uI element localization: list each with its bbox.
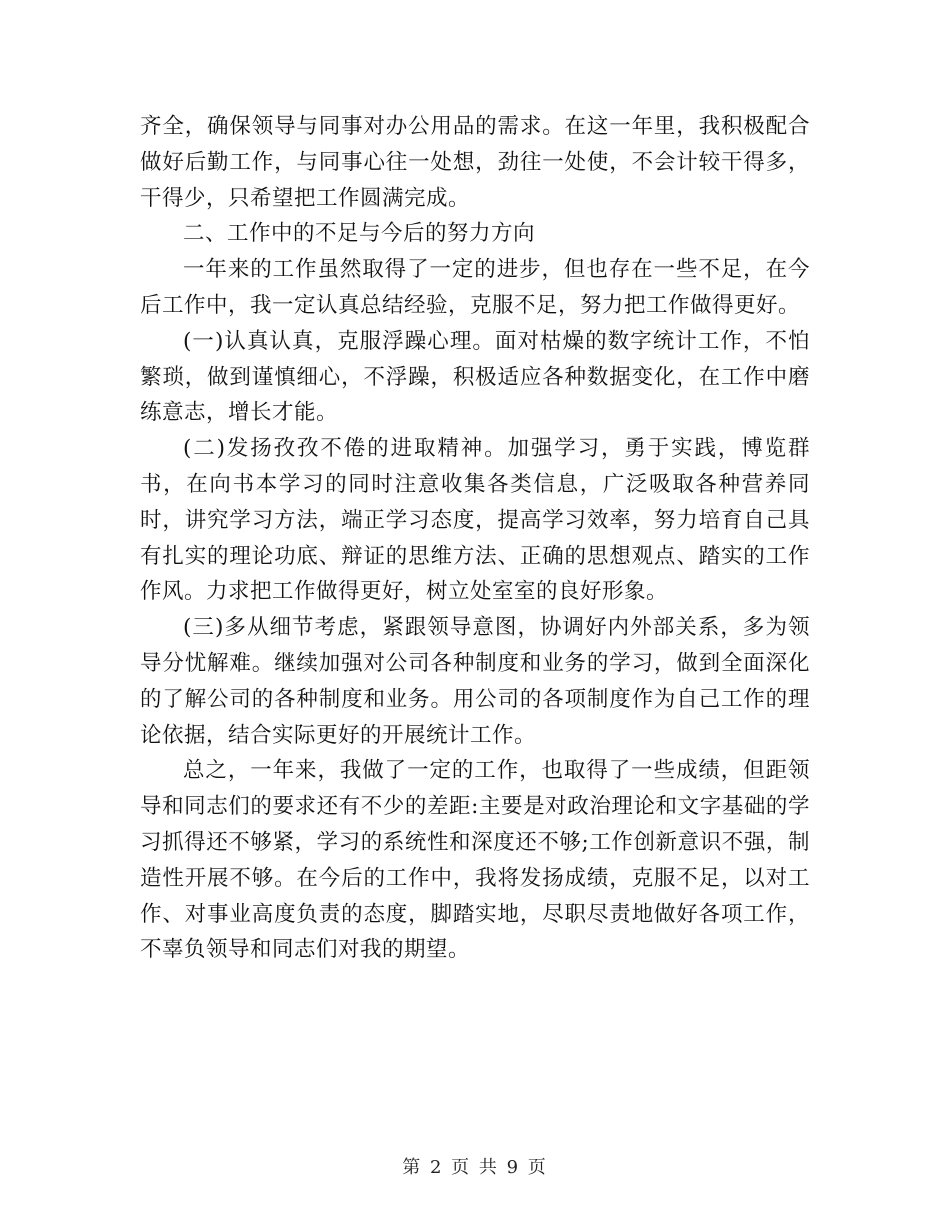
paragraph-intro: 一年来的工作虽然取得了一定的进步，但也存在一些不足，在今后工作中，我一定认真总结经验，克服不足，努力把工作做得更好。 [140,257,810,318]
paragraph-conclusion: 总之，一年来，我做了一定的工作，也取得了一些成绩，但距领导和同志们的要求还有不少的差距:主要是对政治理论和文字基础的学习抓得还不够紧，学习的系统性和深度还不够;工作创新意识不强，制造性开展不够。在今后的工作中，我将发扬成绩，克服不足，以对工作、对事业高度负责的态度，脚踏实地，尽职尽责地做好各项工作，不辜负领导和同志们对我的期望。 [140,758,810,963]
paragraph-item-1: (一)认真认真，克服浮躁心理。面对枯燥的数字统计工作，不怕繁琐，做到谨慎细心，不浮躁，积极适应各种数据变化，在工作中磨练意志，增长才能。 [140,328,810,426]
paragraph-continuation: 齐全，确保领导与同事对办公用品的需求。在这一年里，我积极配合做好后勤工作，与同事心往一处想，劲往一处使，不会计较干得多，干得少，只希望把工作圆满完成。 [140,114,810,211]
section-heading: 二、工作中的不足与今后的努力方向 [183,221,536,247]
page-number: 第 2 页 共 9 页 [402,1157,548,1178]
document-body [140,109,810,968]
paragraph-item-2: (二)发扬孜孜不倦的进取精神。加强学习，勇于实践，博览群书，在向书本学习的同时注意收集各类信息，广泛吸取各种营养同时，讲究学习方法，端正学习态度，提高学习效率，努力培育自己具有扎实的理论功底、辩证的思维方法、正确的思想观点、踏实的工作作风。力求把工作做得更好，树立处室室的良好形象。 [140,436,810,605]
paragraph-item-3: (三)多从细节考虑，紧跟领导意图，协调好内外部关系，多为领导分忧解难。继续加强对公司各种制度和业务的学习，做到全面深化的了解公司的各种制度和业务。用公司的各项制度作为自己工作的理论依据，结合实际更好的开展统计工作。 [140,615,810,748]
